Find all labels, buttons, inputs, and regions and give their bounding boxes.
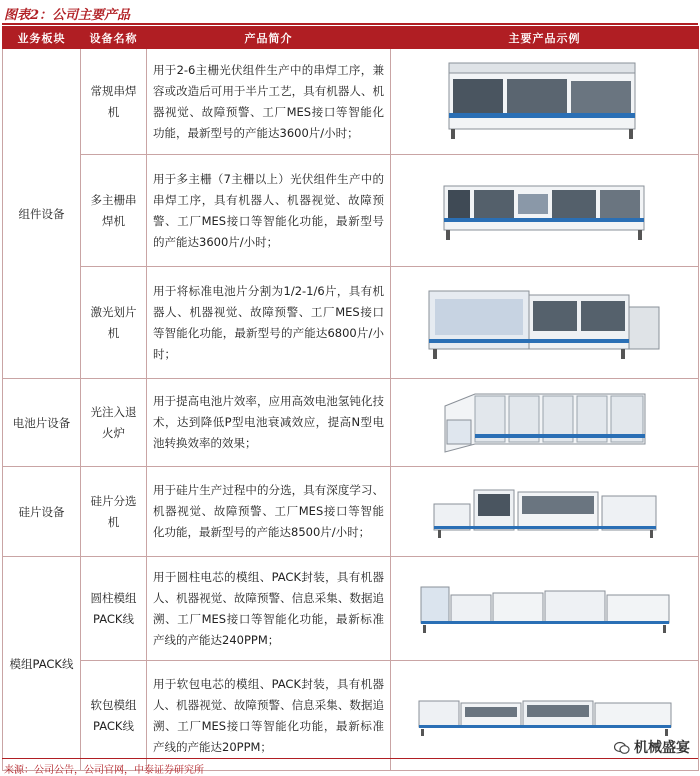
header-segment: 业务板块 (3, 27, 81, 49)
device-name: 圆柱模组PACK线 (81, 557, 147, 661)
table-row (3, 661, 699, 771)
table-row (3, 467, 699, 557)
table-row (3, 155, 699, 267)
device-desc: 用于软包电芯的模组、PACK封装，具有机器人、机器视觉、故障预警、信息采集、数据追溯、工厂MES接口等智能化功能，最新标准产线的产能达20PPM； (147, 661, 391, 771)
device-desc: 用于硅片生产过程中的分选，具有深度学习、机器视觉、故障预警、工厂MES接口等智能化功能，最新型号的产能达8500片/小时； (147, 467, 391, 557)
table-row (3, 267, 699, 379)
header-example: 主要产品示例 (391, 27, 699, 49)
figure-title: 图表2：公司主要产品 (4, 8, 131, 23)
header-device: 设备名称 (81, 27, 147, 49)
device-name: 硅片分选机 (81, 467, 147, 557)
device-name: 软包模组PACK线 (81, 661, 147, 771)
device-desc: 用于2-6主栅光伏组件生产中的串焊工序，兼容或改造后可用于半片工艺，具有机器人、机器视觉、故障预警、工厂MES接口等智能化功能，最新型号的产能达3600片/小时； (147, 49, 391, 155)
segment-cell: 模组PACK线 (3, 557, 81, 771)
products-table (2, 26, 699, 771)
device-name: 常规串焊机 (81, 49, 147, 155)
device-name: 多主栅串焊机 (81, 155, 147, 267)
segment-cell: 电池片设备 (3, 379, 81, 467)
device-name: 激光划片机 (81, 267, 147, 379)
device-desc: 用于多主栅（7主栅以上）光伏组件生产中的串焊工序，具有机器人、机器视觉、故障预警、工厂MES接口等智能化功能，最新型号的产能达3600片/小时； (147, 155, 391, 267)
segment-cell: 硅片设备 (3, 467, 81, 557)
table-row (3, 49, 699, 155)
laser-scriber-image (391, 267, 699, 379)
segment-cell: 组件设备 (3, 49, 81, 379)
device-name: 光注入退火炉 (81, 379, 147, 467)
watermark-text: 机械盛宴 (634, 740, 690, 756)
source-rule (2, 758, 698, 759)
source-note: 来源：公司公告，公司官网，中泰证券研究所 (4, 765, 204, 776)
device-desc: 用于圆柱电芯的模组、PACK封装，具有机器人、机器视觉、故障预警、信息采集、数据追溯、工厂MES接口等智能化功能，最新标准产线的产能达240PPM； (147, 557, 391, 661)
cylindrical-pack-line-image (391, 557, 699, 661)
watermark (614, 737, 690, 757)
stringer-machine-image (391, 49, 699, 155)
table-row (3, 379, 699, 467)
header-intro: 产品简介 (147, 27, 391, 49)
mbb-stringer-image (391, 155, 699, 267)
table-row (3, 557, 699, 661)
header-row (3, 27, 699, 49)
device-desc: 用于将标准电池片分割为1/2-1/6片，具有机器人、机器视觉、故障预警、工厂MES接口等智能化功能，最新型号的产能达6800片/小时； (147, 267, 391, 379)
annealing-furnace-image (391, 379, 699, 467)
title-rule (2, 23, 698, 25)
device-desc: 用于提高电池片效率，应用高效电池氢钝化技术，达到降低P型电池衰减效应，提高N型电池转换效率的效果； (147, 379, 391, 467)
wechat-icon (614, 741, 630, 755)
wafer-sorter-image (391, 467, 699, 557)
